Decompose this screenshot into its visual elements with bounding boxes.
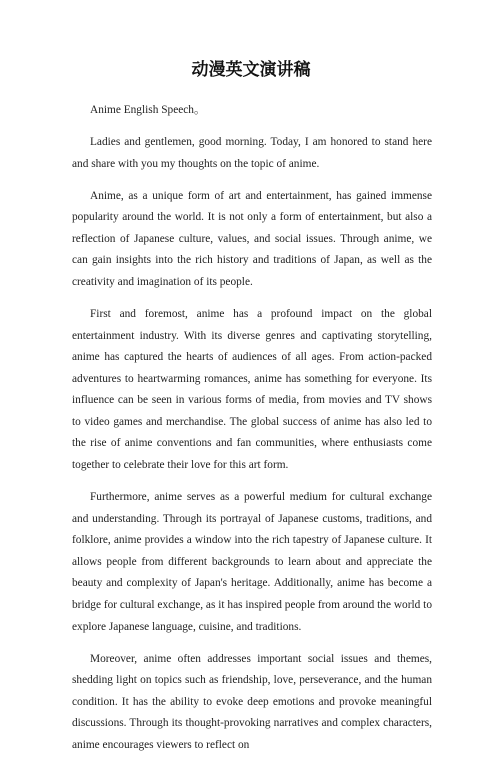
document-title: 动漫英文演讲稿 <box>191 60 311 80</box>
document-body <box>72 100 432 767</box>
paragraph: Anime, as a unique form of art and entertainment, has gained immense popularity around the world. It is not only a form of entertainment, but also a reflection of Japanese culture, values, and social issues. Through anime, we can gain insights into the rich history and traditions of Japan, as well as the creativity and imagination of its people. <box>72 189 432 288</box>
paragraph: Moreover, anime often addresses important social issues and themes, shedding light on topics such as friendship, love, perseverance, and the human condition. It has the ability to evoke deep emotions and provoke meaningful discussions. Through its thought-provoking narratives and complex characters, anime encourages viewers to reflect on <box>72 652 432 751</box>
paragraph: Ladies and gentlemen, good morning. Today, I am honored to stand here and share with you my thoughts on the topic of anime. <box>72 135 432 170</box>
paragraph: Furthermore, anime serves as a powerful medium for cultural exchange and understanding. Through its portrayal of Japanese customs, traditions, and folklore, anime provides a window into the rich tapestry of Japanese culture. It allows people from different backgrounds to learn about and appreciate the beauty and complexity of Japan's heritage. Additionally, anime has become a bridge for cultural exchange, as it has inspired people from around the world to explore Japanese language, cuisine, and traditions. <box>72 491 432 633</box>
paragraph: First and foremost, anime has a profound impact on the global entertainment industry. With its diverse genres and captivating storytelling, anime has captured the hearts of audiences of all ages. From action-packed adventures to heartwarming romances, anime has something for everyone. Its influence can be seen in various forms of media, from movies and TV shows to video games and merchandise. The global success of anime has also led to the rise of anime conventions and fan communities, where enthusiasts come together to celebrate their love for this art form. <box>72 307 432 472</box>
paragraph: Anime English Speech。 <box>90 104 206 116</box>
